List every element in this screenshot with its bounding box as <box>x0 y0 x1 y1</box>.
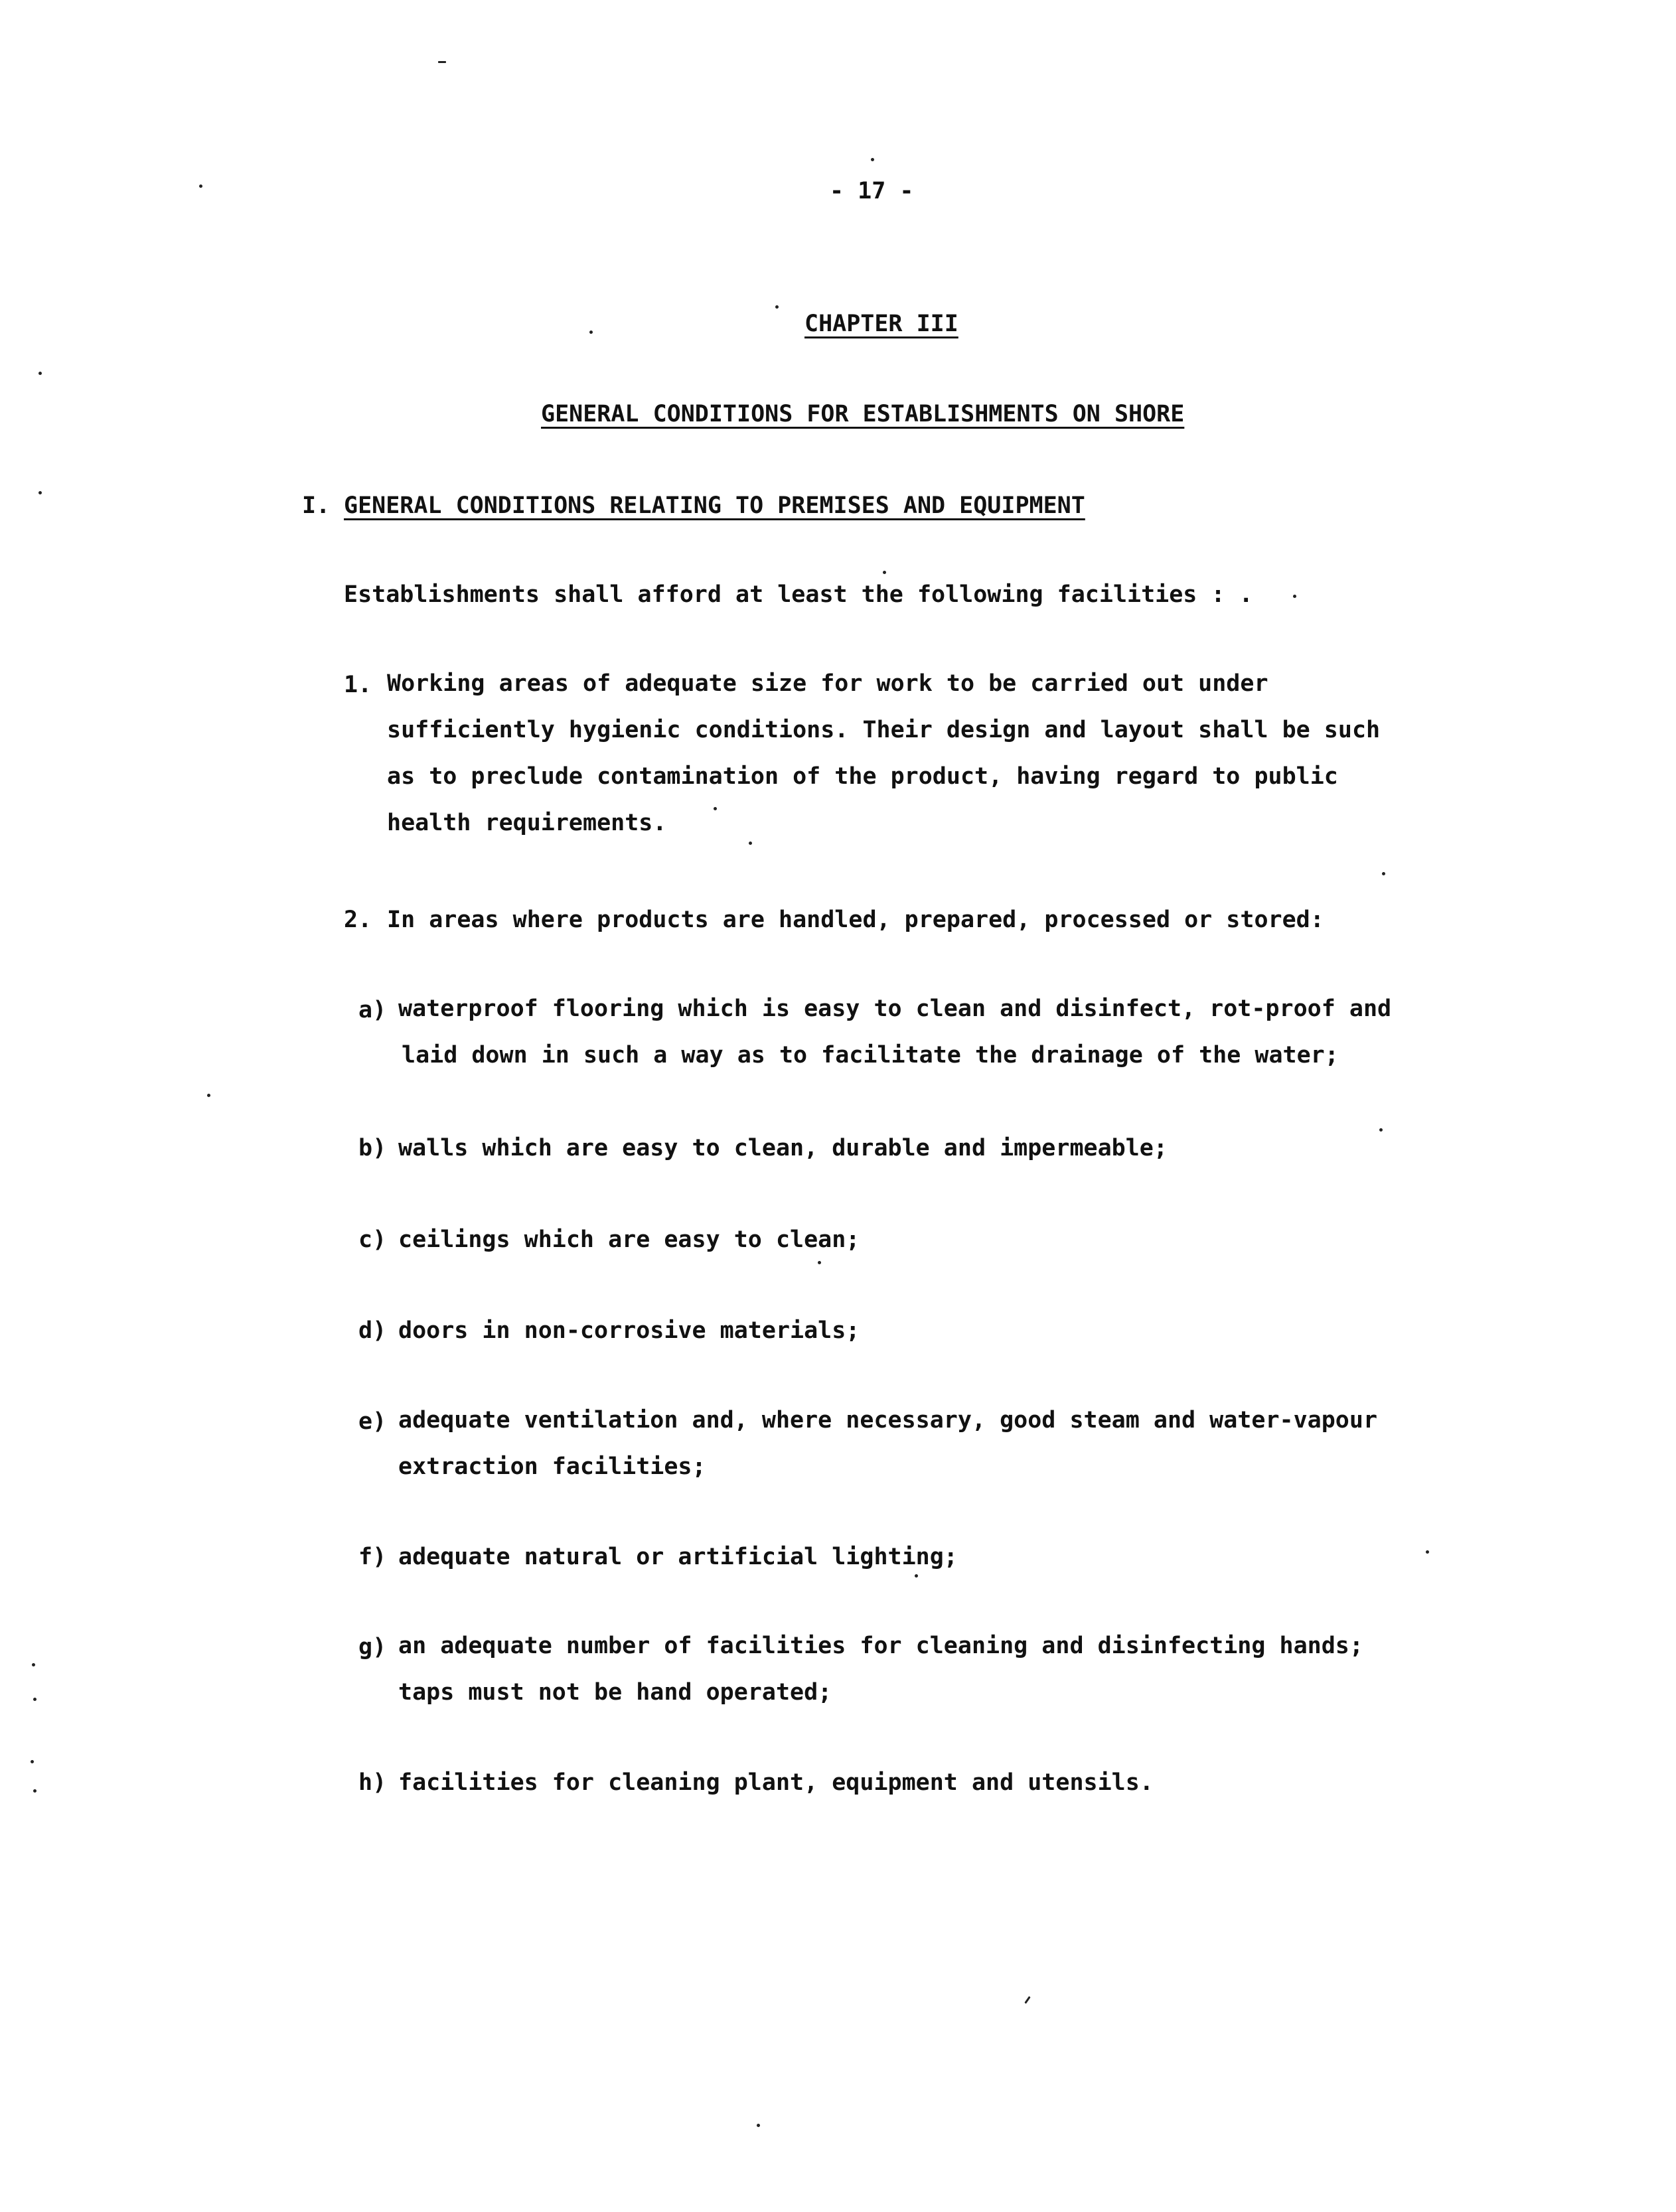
subitem-e-line-2: extraction facilities; <box>398 1453 706 1480</box>
scan-speck <box>1426 1550 1429 1554</box>
chapter-heading: CHAPTER III <box>804 311 958 337</box>
subitem-g-line-2: taps must not be hand operated; <box>398 1679 832 1706</box>
scan-speck <box>915 1574 918 1578</box>
subitem-d-text: doors in non-corrosive materials; <box>398 1317 860 1344</box>
scan-speck <box>199 184 202 188</box>
subitem-a-line-2: laid down in such a way as to facilitate the drainage of the water; <box>402 1042 1339 1069</box>
scan-speck <box>38 491 42 494</box>
item-1-number: 1. <box>344 672 372 698</box>
scan-speck <box>1382 872 1385 875</box>
scan-speck <box>818 1261 821 1264</box>
scan-speck <box>775 305 779 309</box>
subitem-b-label: b) <box>358 1135 387 1161</box>
scan-speck <box>438 61 446 63</box>
scan-speck <box>1293 595 1296 598</box>
scan-speck <box>714 807 717 810</box>
scan-speck <box>33 1698 37 1701</box>
section-heading: GENERAL CONDITIONS RELATING TO PREMISES AND EQUIPMENT <box>344 492 1085 519</box>
scan-speck <box>883 571 886 574</box>
subitem-e-line-1: adequate ventilation and, where necessary, good steam and water-vapour <box>398 1407 1378 1434</box>
subitem-e-label: e) <box>358 1408 387 1435</box>
subitem-a-label: a) <box>358 997 387 1023</box>
subitem-h-label: h) <box>358 1769 387 1796</box>
item-1-line-3: as to preclude contamination of the product, having regard to public <box>387 763 1338 790</box>
subitem-h-text: facilities for cleaning plant, equipment and utensils. <box>398 1769 1154 1796</box>
item-2-text: In areas where products are handled, prepared, processed or stored: <box>387 907 1324 933</box>
page-title: GENERAL CONDITIONS FOR ESTABLISHMENTS ON SHORE <box>541 401 1185 427</box>
scan-speck <box>1379 1128 1383 1132</box>
scan-speck <box>749 842 752 845</box>
subitem-d-label: d) <box>358 1317 387 1344</box>
item-1-line-1: Working areas of adequate size for work to be carried out under <box>387 670 1268 697</box>
item-2-number: 2. <box>344 907 372 933</box>
scan-speck <box>33 1789 37 1793</box>
subitem-g-label: g) <box>358 1634 387 1660</box>
subitem-b-text: walls which are easy to clean, durable and impermeable; <box>398 1135 1168 1161</box>
subitem-f-label: f) <box>358 1544 387 1570</box>
subitem-a-line-1: waterproof flooring which is easy to clean and disinfect, rot-proof and <box>398 995 1392 1022</box>
intro-paragraph: Establishments shall afford at least the following facilities : . <box>344 581 1253 608</box>
scan-speck <box>1024 1996 1030 2004</box>
scan-speck <box>589 331 593 334</box>
item-1-line-2: sufficiently hygienic conditions. Their design and layout shall be such <box>387 717 1381 743</box>
page-number: - 17 - <box>830 178 914 204</box>
item-1-line-4: health requirements. <box>387 810 667 836</box>
subitem-g-line-1: an adequate number of facilities for cleaning and disinfecting hands; <box>398 1633 1363 1659</box>
scan-speck <box>32 1663 35 1666</box>
scan-speck <box>31 1760 34 1763</box>
scan-speck <box>207 1094 210 1097</box>
scan-speck <box>871 158 874 161</box>
scan-speck <box>757 2124 760 2127</box>
subitem-c-label: c) <box>358 1226 387 1253</box>
subitem-c-text: ceilings which are easy to clean; <box>398 1226 860 1253</box>
section-number: I. <box>302 492 331 519</box>
scan-speck <box>38 372 42 375</box>
subitem-f-text: adequate natural or artificial lighting; <box>398 1544 958 1570</box>
